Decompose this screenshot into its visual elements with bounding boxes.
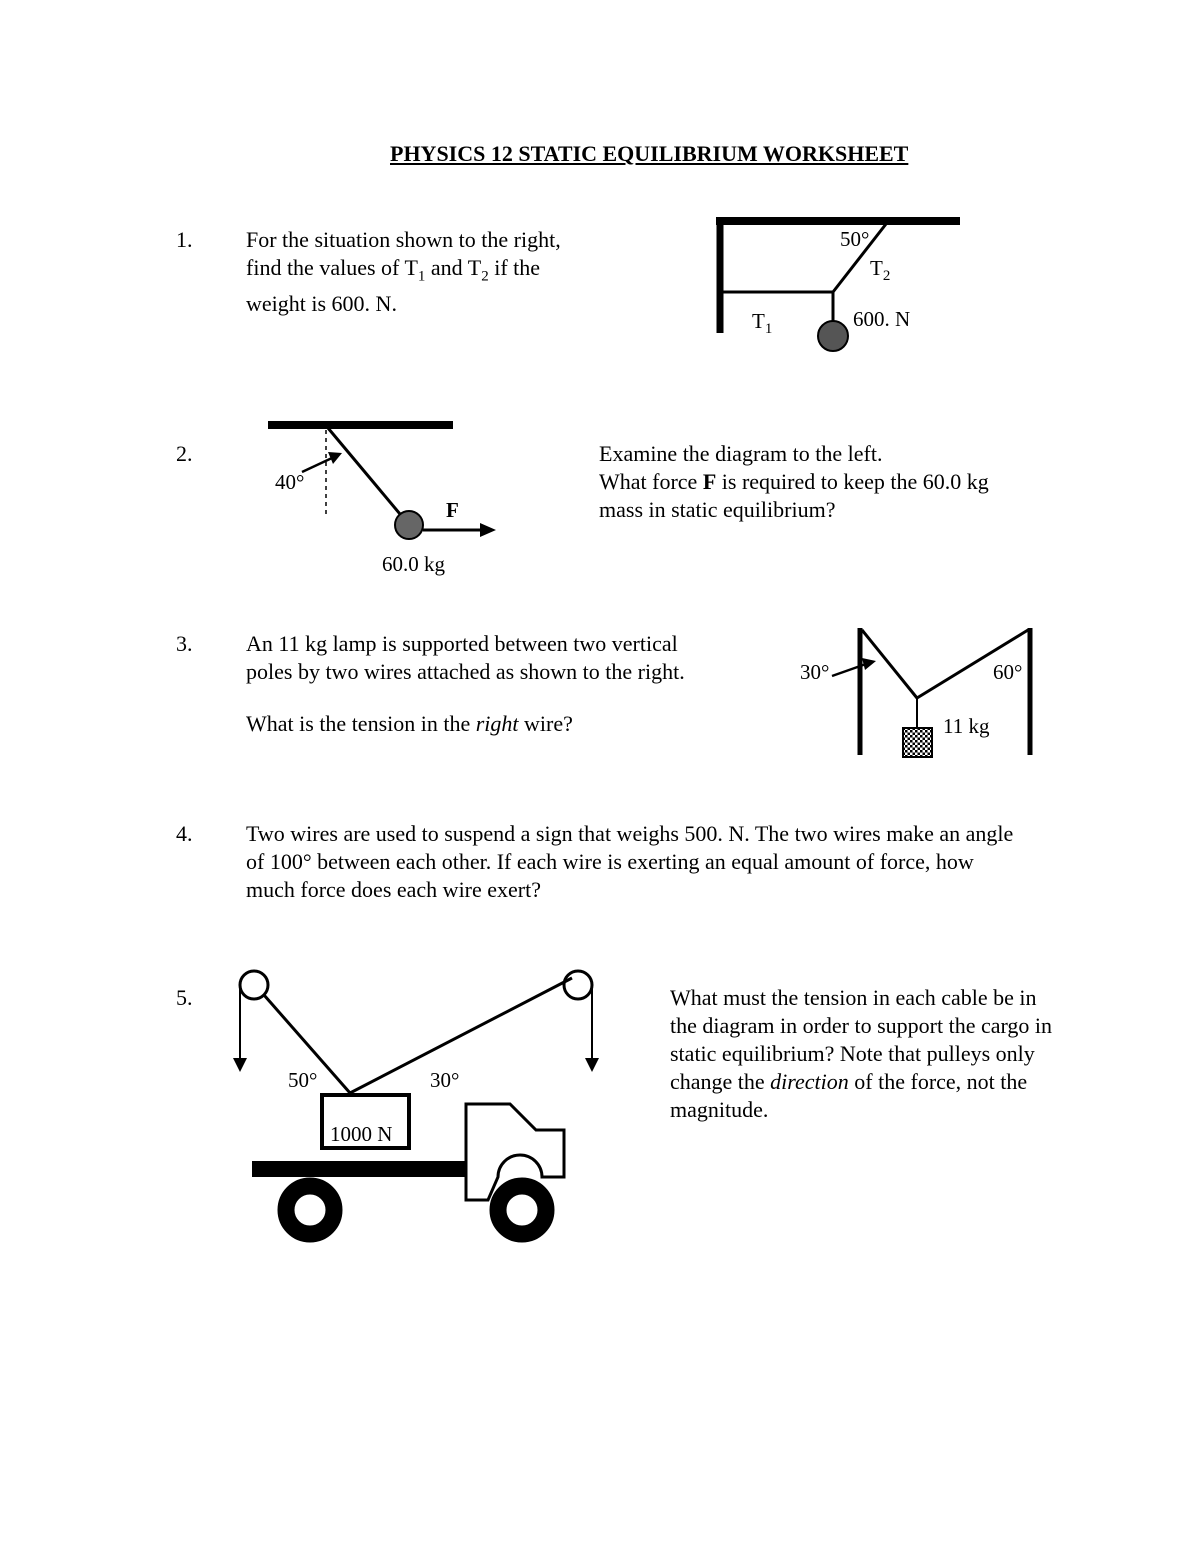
problem-3-mass-label: 11 kg: [943, 714, 990, 738]
left-pulley: [240, 971, 268, 999]
problem-4-line-2: of 100° between each other. If each wire is exerting an equal amount of force, how: [246, 849, 974, 874]
problem-2-angle-label: 40°: [275, 470, 305, 494]
problem-5-line-5: magnitude.: [670, 1097, 769, 1122]
problem-3-left-angle-label: 30°: [800, 660, 830, 684]
problem-3-number: 3.: [176, 631, 193, 656]
problem-3-line-3: What is the tension in the right wire?: [246, 711, 573, 736]
problem-5-cargo-label: 1000 N: [330, 1122, 393, 1146]
problem-5-line-2: the diagram in order to support the cargo in: [670, 1013, 1053, 1038]
rear-wheel: [286, 1186, 334, 1234]
problem-2-force-label: F: [446, 498, 459, 522]
problem-1-line-2: find the values of $T_1$ and $T_2$ if the: [246, 255, 541, 285]
problem-1-line-3: weight is 600. N.: [246, 291, 397, 317]
right-pulley: [564, 971, 592, 999]
problem-2-line-2: What force F is required to keep the 60.0 kg: [599, 469, 989, 494]
problem-2-number: 2.: [176, 441, 193, 466]
front-wheel: [498, 1186, 546, 1234]
problem-1-t2-label: $T_2$: [870, 256, 891, 285]
problem-4-number: 4.: [176, 821, 193, 846]
problem-3-line-2: poles by two wires attached as shown to the right.: [246, 659, 685, 684]
problem-4-line-1: Two wires are used to suspend a sign that weighs 500. N. The two wires make an angle: [246, 821, 1014, 846]
problem-2-mass-label: 60.0 kg: [382, 552, 445, 576]
problem-5-line-4: change the direction of the force, not the: [670, 1069, 1028, 1094]
problem-1-number: 1.: [176, 227, 193, 252]
problem-5-line-3: static equilibrium? Note that pulleys only: [670, 1041, 1035, 1066]
problem-5-line-1: What must the tension in each cable be in: [670, 985, 1037, 1010]
problem-5-right-angle-label: 30°: [430, 1068, 460, 1092]
page-title: PHYSICS 12 STATIC EQUILIBRIUM WORKSHEET: [390, 141, 909, 166]
problem-3-line-1: An 11 kg lamp is supported between two vertical: [246, 631, 678, 656]
problem-2-line-1: Examine the diagram to the left.: [599, 441, 883, 466]
problem-4-line-3: much force does each wire exert?: [246, 877, 542, 902]
problem-1-weight-label: 600. N: [853, 307, 911, 331]
problem-1-angle-label: 50°: [840, 227, 870, 251]
problem-1-t1-label: $T_1$: [752, 309, 773, 338]
right-down-arrow: [585, 1058, 599, 1072]
problem-5-left-angle-label: 50°: [288, 1068, 318, 1092]
problem-1-line-1: For the situation shown to the right,: [246, 227, 561, 252]
left-down-arrow: [233, 1058, 247, 1072]
problem-5-number: 5.: [176, 985, 193, 1010]
right-cable: [350, 978, 572, 1093]
truck-bed: [252, 1161, 470, 1177]
problem-2-line-3: mass in static equilibrium?: [599, 497, 836, 522]
problem-3-right-angle-label: 60°: [993, 660, 1023, 684]
